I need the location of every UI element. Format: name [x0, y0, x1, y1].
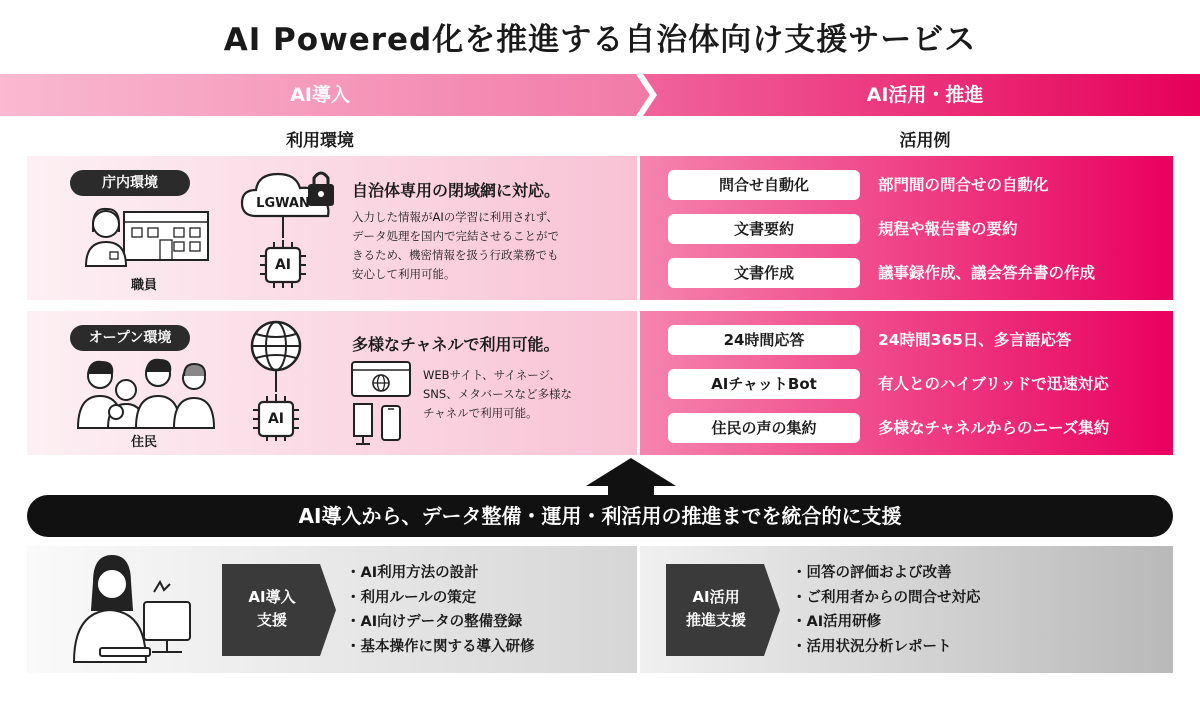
ai-chip-label-open: AI	[267, 411, 285, 427]
residents-family-icon	[74, 352, 218, 430]
column-heading-use-cases: 活用例	[899, 131, 951, 151]
support-list-item: ・ 回答の評価および改善	[792, 561, 981, 586]
use-case-description: 有人とのハイブリッドで迅速対応	[878, 375, 1109, 393]
up-arrow-icon	[584, 456, 678, 498]
use-case-pill: 問合せ自動化	[668, 170, 860, 200]
page-title: AI Powered化を推進する自治体向け支援サービス	[223, 22, 977, 58]
lgwan-label: LGWAN	[256, 196, 310, 211]
person-label-staff: 職員	[130, 278, 157, 293]
support-list-utilization	[792, 561, 981, 659]
ai-chip-label: AI	[274, 257, 292, 273]
operator-headset-icon	[70, 552, 196, 666]
use-case-description: 多様なチャネルからのニーズ集約	[878, 419, 1110, 437]
use-case-pill: 文書作成	[668, 258, 860, 288]
support-list-item: ・ ご利用者からの問合せ対応	[792, 586, 981, 611]
use-case-pill: AIチャットBot	[668, 369, 860, 399]
support-list-item: ・ 基本操作に関する導入研修	[346, 635, 535, 660]
support-list-introduction	[346, 561, 535, 659]
support-list-item: ・ 活用状況分析レポート	[792, 635, 981, 660]
environment-pill-open: オープン環境	[70, 325, 190, 351]
use-case-pill: 住民の声の集約	[668, 413, 860, 443]
phase-label-utilization: AI活用・推進	[866, 84, 984, 106]
support-tag-label: AI導入 支援	[248, 588, 296, 629]
environment-description-internal: 入力した情報がAIの学習に利用されず、 データ処理を国内で完結させることがで きるため、機密情報を扱う行政業務でも 安心して利用可能。	[352, 210, 559, 281]
use-case-pill: 文書要約	[668, 214, 860, 244]
use-case-description: 規程や報告書の要約	[878, 220, 1018, 238]
person-label-resident: 住民	[130, 435, 157, 450]
environment-heading-internal: 自治体専用の閉域網に対応。	[352, 181, 561, 200]
staff-office-icon	[78, 196, 212, 276]
use-case-pill: 24時間応答	[668, 325, 860, 355]
use-case-description: 24時間365日、多言語応答	[878, 331, 1072, 349]
summary-banner: AI導入から、データ整備・運用・利活用の推進までを統合的に支援	[27, 495, 1173, 537]
column-heading-environment: 利用環境	[286, 131, 354, 151]
environment-description-open: WEBサイト、サイネージ、 SNS、メタバースなど多様な チャネルで利用可能。	[423, 368, 573, 420]
support-tag-label: AI活用 推進支援	[685, 588, 746, 629]
phase-label-introduction: AI導入	[290, 84, 350, 106]
support-list-item: ・ AI利用方法の設計	[346, 561, 535, 586]
environment-pill-internal: 庁内環境	[70, 170, 190, 196]
support-list-item: ・ AI向けデータの整備登録	[346, 610, 535, 635]
environment-heading-open: 多様なチャネルで利用可能。	[352, 335, 560, 354]
channel-devices-icon	[350, 360, 414, 446]
support-list-item: ・ AI活用研修	[792, 610, 981, 635]
use-case-description: 議事録作成、議会答弁書の作成	[878, 264, 1096, 282]
use-case-description: 部門間の問合せの自動化	[878, 176, 1049, 194]
support-list-item: ・ 利用ルールの策定	[346, 586, 535, 611]
